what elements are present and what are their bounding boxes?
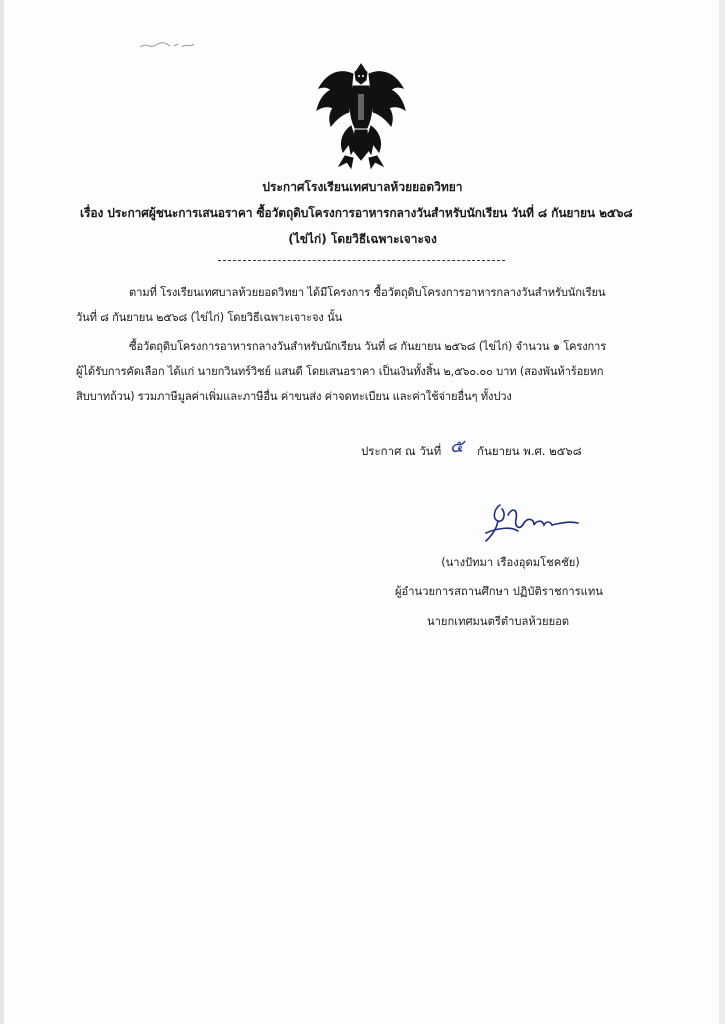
paragraph-1-line-2: วันที่ ๘ กันยายน ๒๕๖๘ (ไข่ไก่) โดยวิธีเฉพาะเจาะจง นั้น [76, 311, 343, 324]
paragraph-2-line-2: ผู้ได้รับการคัดเลือก ได้แก่ นายกวินทร์วิชย์ แสนดี โดยเสนอราคา เป็นเงินทั้งสิ้น ๒,๕๖๐.๐๐ บาท (สองพันห้าร้อยหก [76, 365, 604, 378]
signatory-name: (นางปัทมา เรืองอุดมโชคชัย) [441, 556, 580, 569]
paragraph-2-line-3: สิบบาทถ้วน) รวมภาษีมูลค่าเพิ่มและภาษีอื่น ค่าขนส่ง ค่าจดทะเบียน และค่าใช้จ่ายอื่นๆ ทั้งปวง [76, 390, 512, 403]
pencil-scribble-mark [138, 38, 198, 52]
handwritten-signature-icon [478, 497, 583, 549]
signatory-acting-for: นายกเทศมนตรีตำบลห้วยยอด [427, 615, 570, 628]
header-divider [218, 260, 505, 261]
signatory-position: ผู้อำนวยการสถานศึกษา ปฏิบัติราชการแทน [395, 585, 603, 598]
announcement-title: ประกาศโรงเรียนเทศบาลห้วยยอดวิทยา [262, 180, 463, 194]
announcement-day-handwritten: ๕ [450, 436, 464, 457]
paragraph-1-line-1: ตามที่ โรงเรียนเทศบาลห้วยยอดวิทยา ได้มีโครงการ ซื้อวัตถุดิบโครงการอาหารกลางวันสำหรับนักเรียน [129, 286, 606, 299]
announcement-subject: เรื่อง ประกาศผู้ชนะการเสนอราคา ซื้อวัตถุดิบโครงการอาหารกลางวันสำหรับนักเรียน วันที่ ๘ กันยายน ๒๕๖๘ [80, 206, 633, 220]
scan-edge-left [0, 0, 4, 1024]
scan-edge-right [719, 0, 725, 1024]
announcement-subject-cont: (ไข่ไก่) โดยวิธีเฉพาะเจาะจง [288, 232, 437, 246]
announcement-month-year: กันยายน พ.ศ. ๒๕๖๘ [477, 444, 582, 458]
announcement-date-label: ประกาศ ณ วันที่ [361, 444, 442, 458]
garuda-emblem-icon [309, 60, 413, 170]
paragraph-2-line-1: ซื้อวัตถุดิบโครงการอาหารกลางวันสำหรับนักเรียน วันที่ ๘ กันยายน ๒๕๖๘ (ไข่ไก่) จำนวน ๑ โครงการ [129, 340, 607, 353]
